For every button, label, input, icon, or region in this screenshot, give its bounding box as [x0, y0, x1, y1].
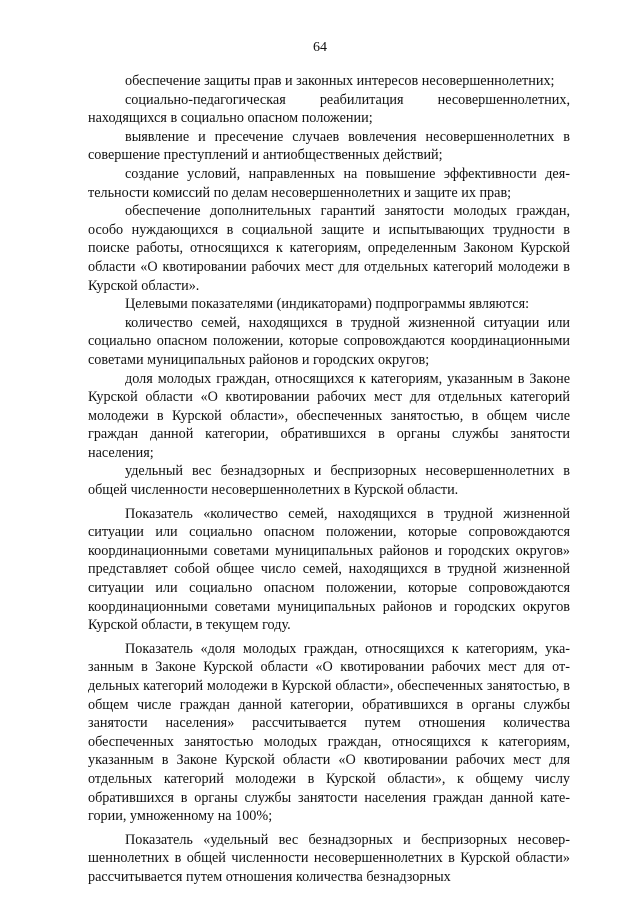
paragraph-indicator-families: количество семей, находящихся в трудной жизненной ситуации или социально опасном положении, которые сопровождаются координационными советами муниципальных районов и городских округов; [88, 314, 570, 368]
paragraph-youth-share-definition: Показатель «доля молодых граждан, относящихся к категориям, указанным в Законе Курской области «О квотировании рабочих мест для отдельных категорий молодежи в Курской области», обеспеченных занятостью, в общем числе граждан данной категории, обратившихся в органы службы занятости населения» рассчитывается путем отношения количества обеспеченных занятостью молодых граждан, относящихся к категориям, указанным в Законе Курской области «О квотировании рабочих мест для отдельных категорий молодежи в Курской области», к общему числу обратившихся в органы службы занятости населения граждан данной категории, умноженному на 100%; [88, 640, 570, 825]
paragraph-rehabilitation: социально-педагогическая реабилитация несовершеннолетних, находящихся в социально опасном положении; [88, 91, 570, 127]
paragraph-families-definition: Показатель «количество семей, находящихся в трудной жизненной ситуации или социально опасном положении, которые сопровождаются координационными советами муниципальных районов и городских округов» представляет собой общее число семей, находящихся в трудной жизненной ситуации или социально опасном положении, которые сопровождаются координационными советами муниципальных районов и городских округов Курской области, в текущем году. [88, 505, 570, 634]
paragraph-protection-rights: обеспечение защиты прав и законных интересов несовершеннолетних; [125, 73, 555, 89]
paragraph-employment-guarantees: обеспечение дополнительных гарантий занятости молодых граждан, особо нуждающихся в социальной защите и испытывающих трудности в поиске работы, относящихся к категориям, определенным Законом Курской области «О квотировании рабочих мест для отдельных категорий молодежи в Курской области». [88, 203, 570, 294]
page-number: 64 [313, 40, 327, 55]
paragraph-indicator-youth-share: доля молодых граждан, относящихся к категориям, указанным в Законе Курской области «О квотировании рабочих мест для отдельных категорий молодежи в Курской области», обеспеченных занятостью, в общем числе граждан данной категории, обратившихся в органы службы занятости населения; [88, 370, 570, 461]
paragraph-crime-prevention: выявление и пресечение случаев вовлечения несовершеннолетних в совершение преступлений и антиобщественных действий; [88, 128, 570, 164]
paragraph-neglected-definition: Показатель «удельный вес безнадзорных и беспризорных несовершеннолетних в общей численности несовершеннолетних в Курской области» рассчитывается путем отношения количества безнадзорных [88, 831, 570, 885]
paragraph-indicators-intro: Целевыми показателями (индикаторами) подпрограммы являются: [125, 296, 530, 313]
page-body [88, 72, 570, 887]
paragraph-commission-efficiency: создание условий, направленных на повышение эффективности деятельности комиссий по делам несовершеннолетних и защите их прав; [88, 165, 570, 201]
paragraph-indicator-neglected: удельный вес безнадзорных и беспризорных несовершеннолетних в общей численности несовершеннолетних в Курской области. [88, 463, 570, 499]
